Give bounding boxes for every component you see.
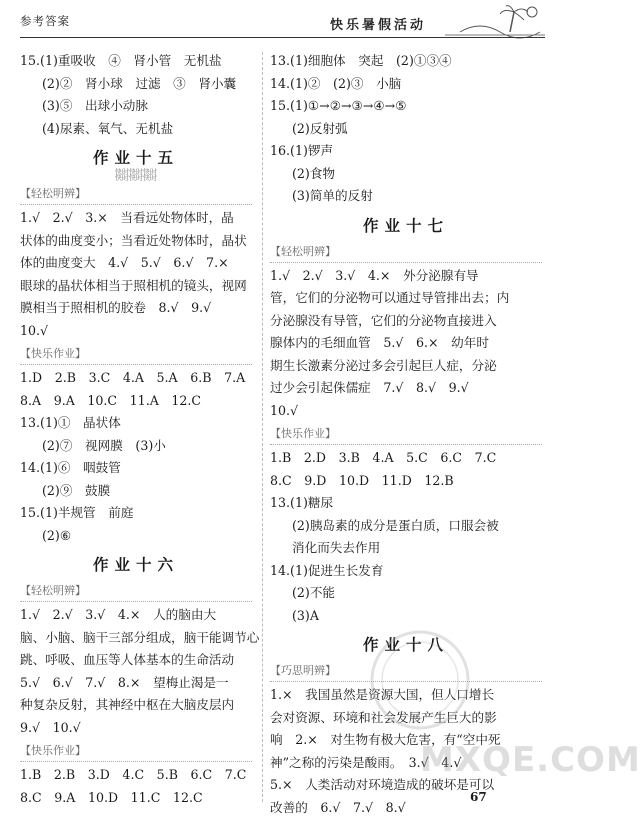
section-label: 【快乐作业】: [270, 424, 542, 445]
answer-line: 13.(1)① 晶状体: [20, 412, 252, 435]
answer-line: (2)⑦ 视网膜 (3)小: [20, 435, 252, 458]
answer-line: 1.√ 2.√ 3.× 当看远处物体时，晶: [20, 207, 252, 230]
answer-line: 16.(1)锣声: [270, 140, 542, 163]
answer-line: 5.√ 6.√ 7.√ 8.× 望梅止渴是一: [20, 672, 252, 695]
header-label: 参考答案: [20, 13, 70, 29]
answer-line: 跳、呼吸、血压等人体基本的生命活动: [20, 649, 252, 672]
section-label: 【轻松明辨】: [20, 581, 252, 602]
answer-line: 消化而失去作用: [270, 537, 542, 560]
answer-line: 8.A 9.A 10.C 11.A 12.C: [20, 390, 252, 413]
answer-line: 5.× 人类活动对环境造成的破坏是可以: [270, 774, 542, 797]
answer-line: 10.√: [20, 320, 252, 343]
answer-line: 15.(1)半规管 前庭: [20, 502, 252, 525]
answer-line: 1.√ 2.√ 3.√ 4.× 人的脑由大: [20, 604, 252, 627]
answer-line: 分泌腺没有导管，它们的分泌物直接进入: [270, 310, 542, 333]
watermark: MXQE.COM: [420, 740, 641, 780]
assignment-title: 作业十五: [20, 144, 252, 172]
answer-line: (2)不能: [270, 582, 542, 605]
answer-line: 14.(1)② (2)③ 小脑: [270, 73, 542, 96]
section-label: 【巧思明辨】: [270, 661, 542, 682]
answer-line: 状体的曲度变小；当看近处物体时，晶状: [20, 230, 252, 253]
answer-line: 15.(1)重吸收 ④ 肾小管 无机盐: [20, 50, 252, 73]
answer-line: 1.× 我国虽然是资源大国，但人口增长: [270, 684, 542, 707]
page-number: 67: [470, 790, 487, 804]
answer-line: (2)② 肾小球 过滤 ③ 肾小囊: [20, 73, 252, 96]
column-divider: [262, 52, 263, 802]
answer-line: 1.√ 2.√ 3.√ 4.× 外分泌腺有导: [270, 265, 542, 288]
answer-line: 管，它们的分泌物可以通过导管排出去；内: [270, 287, 542, 310]
section-label: 【轻松明辨】: [20, 184, 252, 205]
answer-line: 期生长激素分泌过多会引起巨人症，分泌: [270, 355, 542, 378]
answer-line: 15.(1)①→②→③→④→⑤: [270, 95, 542, 118]
answer-line: 会对资源、环境和社会发展产生巨大的影: [270, 707, 542, 730]
beach-scene-icon: [440, 2, 550, 38]
answer-line: 腺体内的毛细血管 5.√ 6.× 幼年时: [270, 332, 542, 355]
answer-line: (3)⑤ 出球小动脉: [20, 95, 252, 118]
answer-line: 过少会引起侏儒症 7.√ 8.√ 9.√: [270, 377, 542, 400]
assignment-title: 作业十六: [20, 551, 252, 579]
answer-line: 种复杂反射，其神经中枢在大脑皮层内: [20, 694, 252, 717]
answer-line: 13.(1)细胞体 突起 (2)①③④: [270, 50, 542, 73]
answer-line: 眼球的晶状体相当于照相机的镜头，视网: [20, 275, 252, 298]
answer-line: (2)食物: [270, 163, 542, 186]
left-column: [20, 50, 252, 809]
answer-line: (3)简单的反射: [270, 185, 542, 208]
answer-line: 14.(1)促进生长发育: [270, 560, 542, 583]
section-label: 【快乐作业】: [20, 741, 252, 762]
answer-line: 1.D 2.B 3.C 4.A 5.A 6.B 7.A: [20, 367, 252, 390]
answer-line: 9.√ 10.√: [20, 717, 252, 740]
answer-line: 膜相当于照相机的胶卷 8.√ 9.√: [20, 297, 252, 320]
answer-line: (2)胰岛素的成分是蛋白质，口服会被: [270, 515, 542, 538]
answer-line: (3)A: [270, 605, 542, 628]
subtitle-note: 快时快时快时: [20, 168, 252, 176]
answer-line: (2)⑨ 鼓膜: [20, 480, 252, 503]
answer-line: 脑、小脑、脑干三部分组成，脑干能调节心: [20, 627, 252, 650]
answer-line: 8.C 9.A 10.D 11.C 12.C: [20, 787, 252, 810]
header-rule: [20, 37, 545, 38]
answer-line: (2)⑥: [20, 525, 252, 548]
answer-line: (4)尿素、氧气、无机盐: [20, 118, 252, 141]
answer-line: 13.(1)糖尿: [270, 492, 542, 515]
answer-line: 10.√: [270, 400, 542, 423]
stamp-seal-icon: [365, 625, 475, 735]
answer-line: 1.B 2.B 3.D 4.C 5.B 6.C 7.C: [20, 764, 252, 787]
answer-line: 1.B 2.D 3.B 4.A 5.C 6.C 7.C: [270, 447, 542, 470]
answer-line: 体的曲度变大 4.√ 5.√ 6.√ 7.×: [20, 252, 252, 275]
section-label: 【快乐作业】: [20, 344, 252, 365]
header-title: 快乐暑假活动: [330, 14, 426, 33]
answer-line: 响 2.× 对生物有极大危害，有“空中死: [270, 729, 542, 752]
answer-line: 8.C 9.D 10.D 11.D 12.B: [270, 470, 542, 493]
assignment-title: 作业十八: [270, 631, 542, 659]
subtitle-note: 快时快时快时: [20, 174, 252, 182]
section-label: 【轻松明辨】: [270, 242, 542, 263]
assignment-title: 作业十七: [270, 212, 542, 240]
answer-line: 14.(1)⑥ 咽鼓管: [20, 457, 252, 480]
answer-line: 改善的 6.√ 7.√ 8.√: [270, 797, 542, 819]
answer-line: 神”之称的污染是酸雨。 3.√ 4.√: [270, 752, 542, 775]
answer-line: (2)反射弧: [270, 118, 542, 141]
